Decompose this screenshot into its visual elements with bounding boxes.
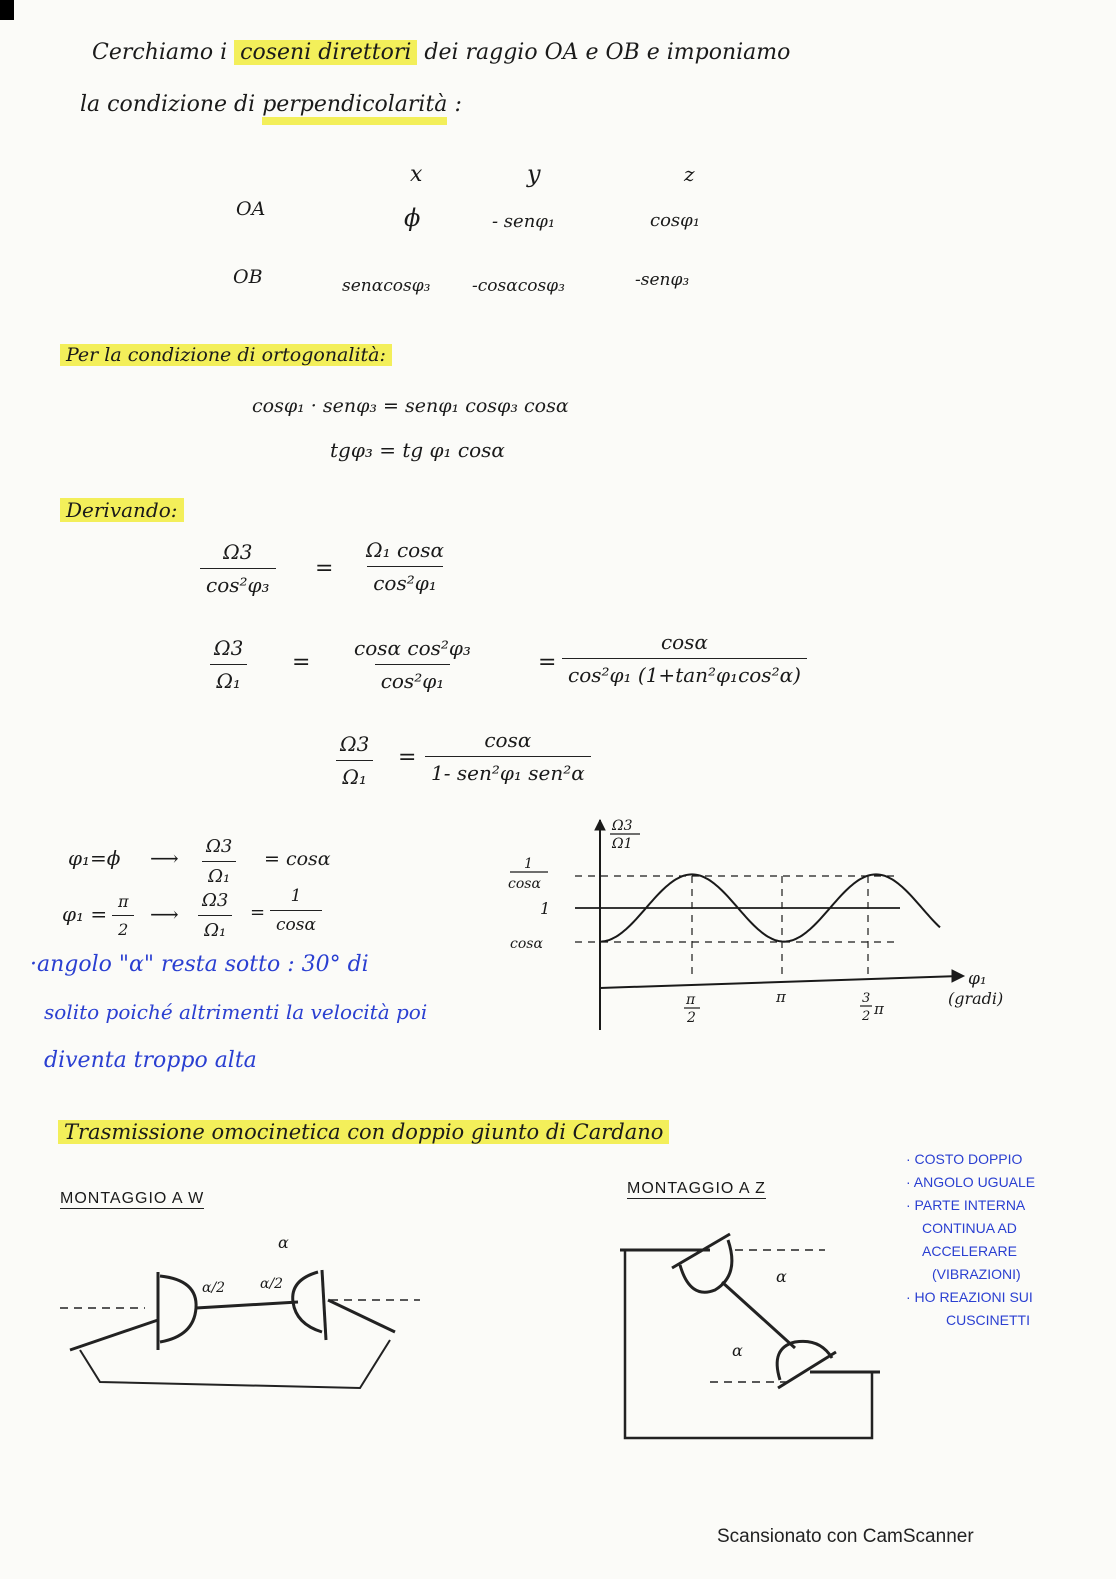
chart-xlabel: φ₁ <box>968 969 987 989</box>
deriv-f3-equals: = <box>398 745 417 770</box>
table-row-oa-x: ϕ <box>404 204 421 232</box>
camscanner-footer: Scansionato con CamScanner <box>717 1526 974 1547</box>
intro-line-1-end: dei raggio OA e OB e imponiamo <box>424 40 791 65</box>
deriv-f3-rhs-num: cosα <box>484 728 532 752</box>
table-row-ob-label: OB <box>233 266 263 288</box>
w-middle-shaft <box>196 1302 298 1308</box>
bullet-continua: CONTINUA AD <box>922 1220 1017 1236</box>
z-middle-shaft <box>722 1282 795 1348</box>
deriv-f2-lhs-num: Ω3 <box>214 636 244 660</box>
case2-rhs-den: cosα <box>270 910 322 935</box>
deriv-f2-equals-2: = <box>538 650 557 675</box>
deriv-f1-rhs-den: cos²φ₁ <box>367 566 443 595</box>
case2-equals: = <box>250 902 266 923</box>
chart-y-arrow <box>595 820 605 830</box>
note-line-1: ·angolo "α" resta sotto : 30° di <box>30 952 369 977</box>
chart-ylabel-den: Ω1 <box>612 836 633 852</box>
deriv-f3-lhs-den: Ω₁ <box>336 760 373 789</box>
ortho-equation-2: tgφ₃ = tg φ₁ cosα <box>330 438 505 462</box>
w-output-shaft <box>328 1300 395 1332</box>
intro-line-1-start: Cerchiamo i <box>92 40 228 65</box>
w-alpha: α <box>278 1233 289 1252</box>
montaggio-z-diagram <box>610 1220 890 1450</box>
chart-xtick-3pi2-pi: π <box>874 1000 884 1018</box>
montaggio-w-label: MONTAGGIO A W <box>60 1190 205 1207</box>
chart-xtick-pi2-den: 2 <box>687 1010 696 1026</box>
case2-pi-den: 2 <box>112 915 134 939</box>
chart-ytick-one: 1 <box>540 899 551 918</box>
case2-lhs: φ₁ = <box>62 902 108 926</box>
chart-xtick-pi2-num: π <box>686 992 696 1008</box>
chart-x-axis <box>600 976 960 988</box>
section2-heading: Trasmissione omocinetica con doppio giunto di Cardano <box>58 1120 669 1144</box>
montaggio-w-diagram <box>50 1220 430 1400</box>
bullet-angolo: · ANGOLO UGUALE <box>906 1174 1036 1190</box>
note-line-2: solito poiché altrimenti la velocità poi <box>44 1000 428 1024</box>
ortho-heading: Per la condizione di ortogonalità: <box>60 344 392 366</box>
deriv-f2-rhs-den: cos²φ₁ (1+tan²φ₁cos²α) <box>562 658 807 687</box>
bullet-reazioni: · HO REAZIONI SUI <box>906 1289 1033 1305</box>
w-frame <box>80 1340 390 1388</box>
intro-line-2-start: la condizione di <box>80 92 256 117</box>
ortho-equation-1: cosφ₁ · senφ₃ = senφ₁ cosφ₃ cosα <box>252 395 569 417</box>
w-fork-right <box>322 1270 326 1340</box>
deriv-f1-lhs-num: Ω3 <box>223 540 253 564</box>
table-header-y: y <box>527 160 541 188</box>
w-alpha-half-left: α/2 <box>202 1280 226 1296</box>
intro-line-2-highlight: perpendicolarità <box>262 92 447 125</box>
case1-fraction-den: Ω₁ <box>202 861 236 887</box>
table-row-ob-x: senαcosφ₃ <box>342 276 431 296</box>
table-header-z: z <box>684 162 695 186</box>
deriv-f2-middle-num: cosα cos²φ₃ <box>354 636 471 660</box>
case1-fraction-num: Ω3 <box>206 836 233 857</box>
z-alpha-bottom: α <box>732 1341 743 1360</box>
case1-arrow: ⟶ <box>150 846 179 870</box>
deriv-f3-rhs-den: 1- sen²φ₁ sen²α <box>425 756 591 785</box>
deriv-heading: Derivando: <box>60 498 184 522</box>
case2-pi-num: π <box>118 892 129 911</box>
z-frame <box>625 1250 872 1438</box>
chart-ytick-max-den: cosα <box>508 876 541 892</box>
z-alpha-top: α <box>776 1267 787 1286</box>
chart-ylabel-num: Ω3 <box>612 818 633 834</box>
chart-xtick-3pi2-num: 3 <box>862 991 871 1006</box>
w-alpha-half-right: α/2 <box>260 1276 284 1292</box>
case1-lhs: φ₁=ϕ <box>68 846 121 870</box>
table-row-ob-z: -senφ₃ <box>635 270 690 290</box>
chart-xtick-3pi2-den: 2 <box>862 1009 871 1024</box>
intro-line-2-end: : <box>454 92 462 117</box>
deriv-f3-lhs-num: Ω3 <box>340 732 370 756</box>
case2-arrow: ⟶ <box>150 902 179 926</box>
bullet-vibrazioni: (VIBRAZIONI) <box>932 1266 1021 1282</box>
case2-fraction-den: Ω₁ <box>198 915 232 941</box>
table-header-x: x <box>410 162 423 187</box>
w-input-shaft <box>70 1320 158 1350</box>
intro-highlight-coseni: coseni direttori <box>234 40 417 65</box>
chart-ytick-min: cosα <box>510 936 543 952</box>
deriv-f2-rhs-num: cosα <box>660 630 708 654</box>
case2-rhs-num: 1 <box>290 886 302 906</box>
deriv-f2-equals-1: = <box>292 650 311 675</box>
deriv-f1-lhs-den: cos²φ₃ <box>200 568 276 597</box>
table-row-oa-label: OA <box>236 198 266 220</box>
bullet-costo: · COSTO DOPPIO <box>906 1151 1023 1167</box>
table-row-oa-y: - senφ₁ <box>492 211 556 232</box>
montaggio-z-label: MONTAGGIO A Z <box>627 1180 766 1197</box>
table-row-oa-z: cosφ₁ <box>650 210 700 231</box>
w-yoke-left <box>160 1276 196 1342</box>
chart-xtick-pi: π <box>776 988 786 1006</box>
chart-ytick-max-num: 1 <box>524 856 533 872</box>
chart-xunit: (gradi) <box>948 989 1004 1008</box>
note-line-3: diventa troppo alta <box>44 1048 257 1073</box>
bullet-list <box>906 1148 1035 1332</box>
case1-rhs: = cosα <box>264 848 331 870</box>
deriv-f1-rhs-num: Ω₁ cosα <box>366 538 444 562</box>
deriv-f2-middle-den: cos²φ₁ <box>375 664 451 693</box>
chart-x-arrow <box>952 970 964 982</box>
deriv-f1-equals: = <box>315 556 334 581</box>
table-row-ob-y: -cosαcosφ₃ <box>472 276 565 296</box>
deriv-f2-lhs-den: Ω₁ <box>210 664 247 693</box>
bullet-accelerare: ACCELERARE <box>922 1243 1017 1259</box>
bullet-parte: · PARTE INTERNA <box>906 1197 1026 1213</box>
case2-fraction-num: Ω3 <box>202 890 229 911</box>
bullet-cuscinetti: CUSCINETTI <box>946 1312 1030 1328</box>
